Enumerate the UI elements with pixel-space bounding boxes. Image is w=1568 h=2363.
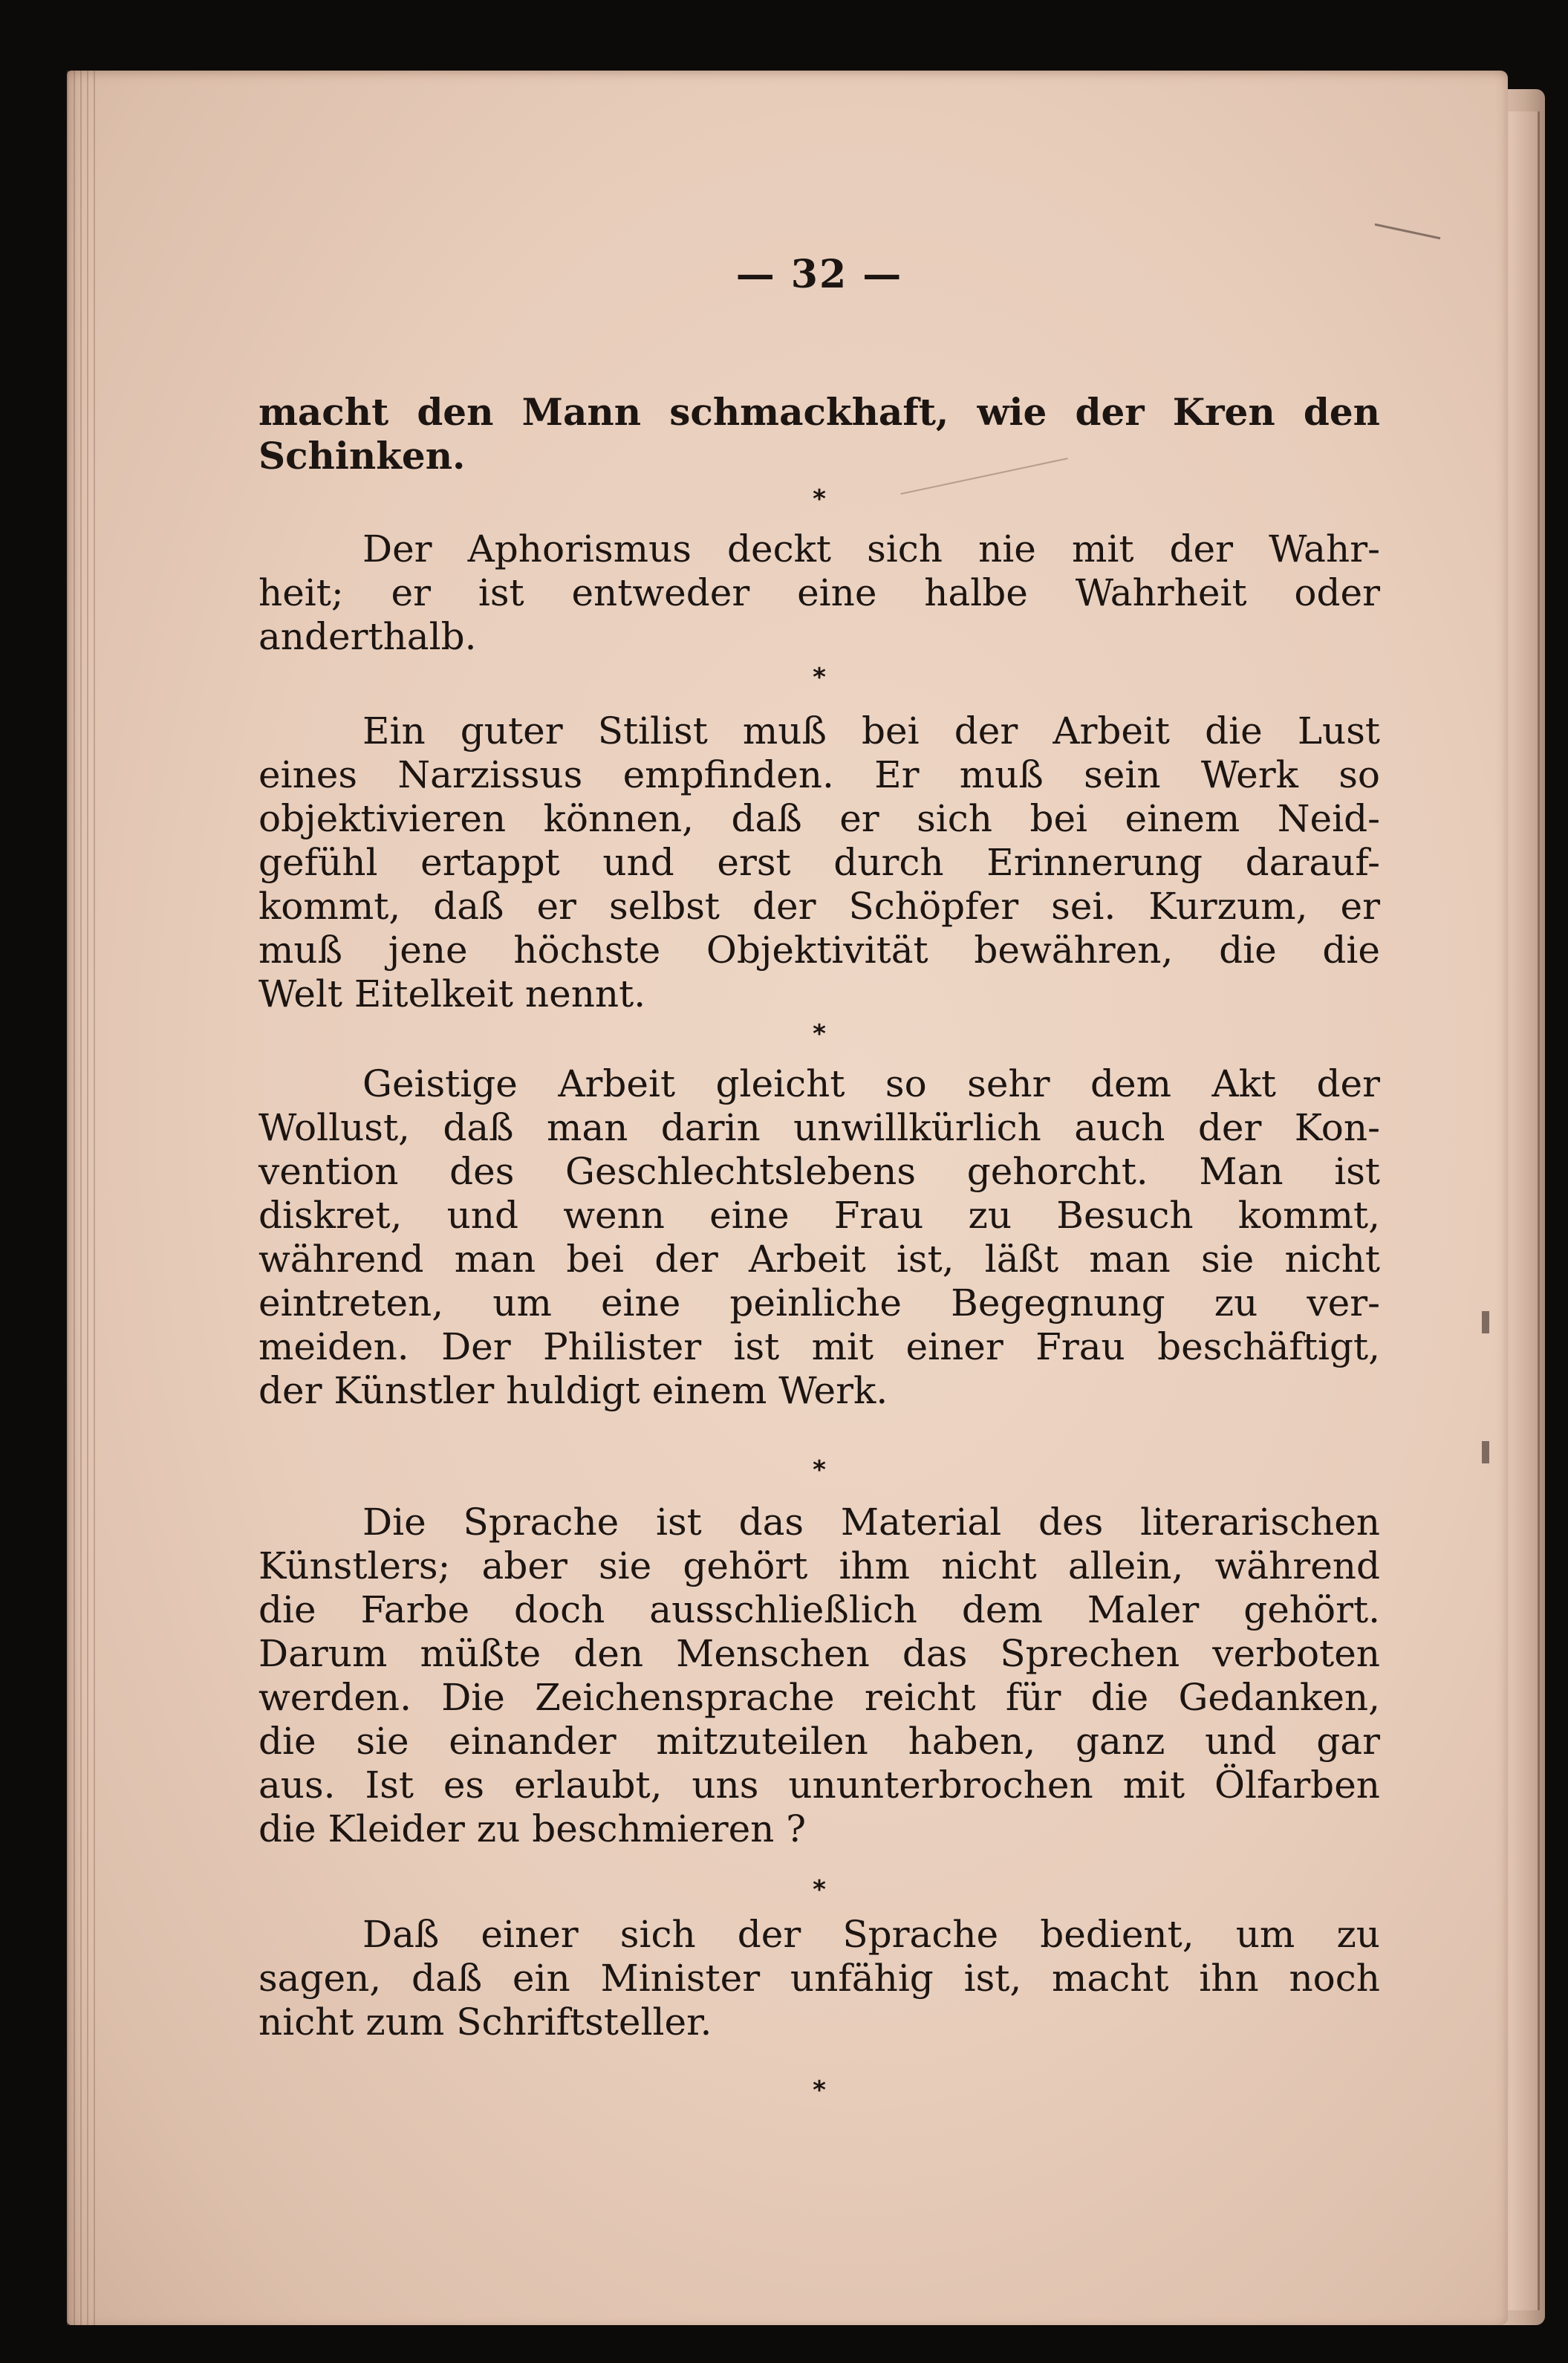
- aphorism-paragraph: [258, 1501, 1380, 1851]
- paragraph-continuation: [258, 390, 1380, 478]
- text-line: werden. Die Zeichensprache reicht für die Gedanken,: [258, 1676, 1380, 1719]
- text-line: aus. Ist es erlaubt, uns ununterbrochen mit Ölfarben: [258, 1764, 1380, 1807]
- text-line: macht den Mann schmackhaft, wie der Kren den: [258, 390, 1380, 434]
- text-line: nicht zum Schriftsteller.: [258, 2000, 712, 2044]
- page-gutter: [67, 71, 97, 2325]
- text-line: vention des Geschlechtslebens gehorcht. Man ist: [258, 1150, 1380, 1193]
- text-line: gefühl ertappt und erst durch Erinnerung darauf-: [258, 841, 1380, 884]
- section-separator: *: [813, 1455, 826, 1485]
- text-line: diskret, und wenn eine Frau zu Besuch kommt,: [258, 1194, 1380, 1237]
- text-line: der Künstler huldigt einem Werk.: [258, 1369, 888, 1412]
- text-line: Welt Eitelkeit nennt.: [258, 972, 646, 1015]
- text-line: objektivieren können, daß er sich bei einem Neid-: [258, 797, 1380, 840]
- text-line: eintreten, um eine peinliche Begegnung zu ver-: [258, 1281, 1380, 1324]
- aphorism-paragraph: [258, 1913, 1380, 2044]
- text-line: während man bei der Arbeit ist, läßt man sie nicht: [258, 1238, 1380, 1281]
- paper-mark: [1482, 1441, 1489, 1463]
- text-line: Daß einer sich der Sprache bedient, um zu: [362, 1913, 1380, 1956]
- section-separator: *: [813, 1019, 826, 1049]
- text-line: kommt, daß er selbst der Schöpfer sei. Kurzum, er: [258, 885, 1380, 928]
- page-number: — 32 —: [735, 252, 903, 297]
- text-line: sagen, daß ein Minister unfähig ist, macht ihn noch: [258, 1957, 1380, 2000]
- paper-mark: [1482, 1311, 1489, 1333]
- paper-scratch: [1375, 224, 1441, 240]
- text-line: die Kleider zu beschmieren ?: [258, 1807, 807, 1850]
- aphorism-paragraph: [258, 709, 1380, 1016]
- text-line: die Farbe doch ausschließlich dem Maler gehört.: [258, 1588, 1380, 1631]
- text-line: Die Sprache ist das Material des literarischen: [362, 1501, 1380, 1544]
- text-line: Wollust, daß man darin unwillkürlich auch der Kon-: [258, 1106, 1380, 1149]
- aphorism-paragraph: [258, 1062, 1380, 1413]
- text-line: heit; er ist entweder eine halbe Wahrheit oder: [258, 571, 1380, 614]
- section-separator: *: [813, 484, 826, 514]
- text-line: die sie einander mitzuteilen haben, ganz und gar: [258, 1720, 1380, 1763]
- section-separator: *: [813, 663, 826, 692]
- text-line: Ein guter Stilist muß bei der Arbeit die Lust: [362, 709, 1380, 753]
- text-line: Geistige Arbeit gleicht so sehr dem Akt der: [362, 1062, 1380, 1105]
- text-line: Schinken.: [258, 434, 466, 478]
- text-line: muß j⁠ene höchste Objektivität bewähren, die die: [258, 929, 1380, 972]
- section-separator: *: [813, 2076, 826, 2105]
- text-line: Der Aphorismus deckt sich nie mit der Wahr-: [362, 527, 1380, 571]
- book-page: [67, 71, 1508, 2325]
- text-line: eines Narzissus empfinden. Er muß sein Werk so: [258, 753, 1380, 796]
- aphorism-paragraph: [258, 527, 1380, 659]
- text-line: anderthalb.: [258, 615, 477, 658]
- text-line: meiden. Der Philister ist mit einer Frau beschäftigt,: [258, 1325, 1380, 1368]
- text-line: Künstlers; aber sie gehört ihm nicht allein, während: [258, 1544, 1380, 1587]
- section-separator: *: [813, 1875, 826, 1905]
- text-line: Darum müßte den Menschen das Sprechen verboten: [258, 1632, 1380, 1675]
